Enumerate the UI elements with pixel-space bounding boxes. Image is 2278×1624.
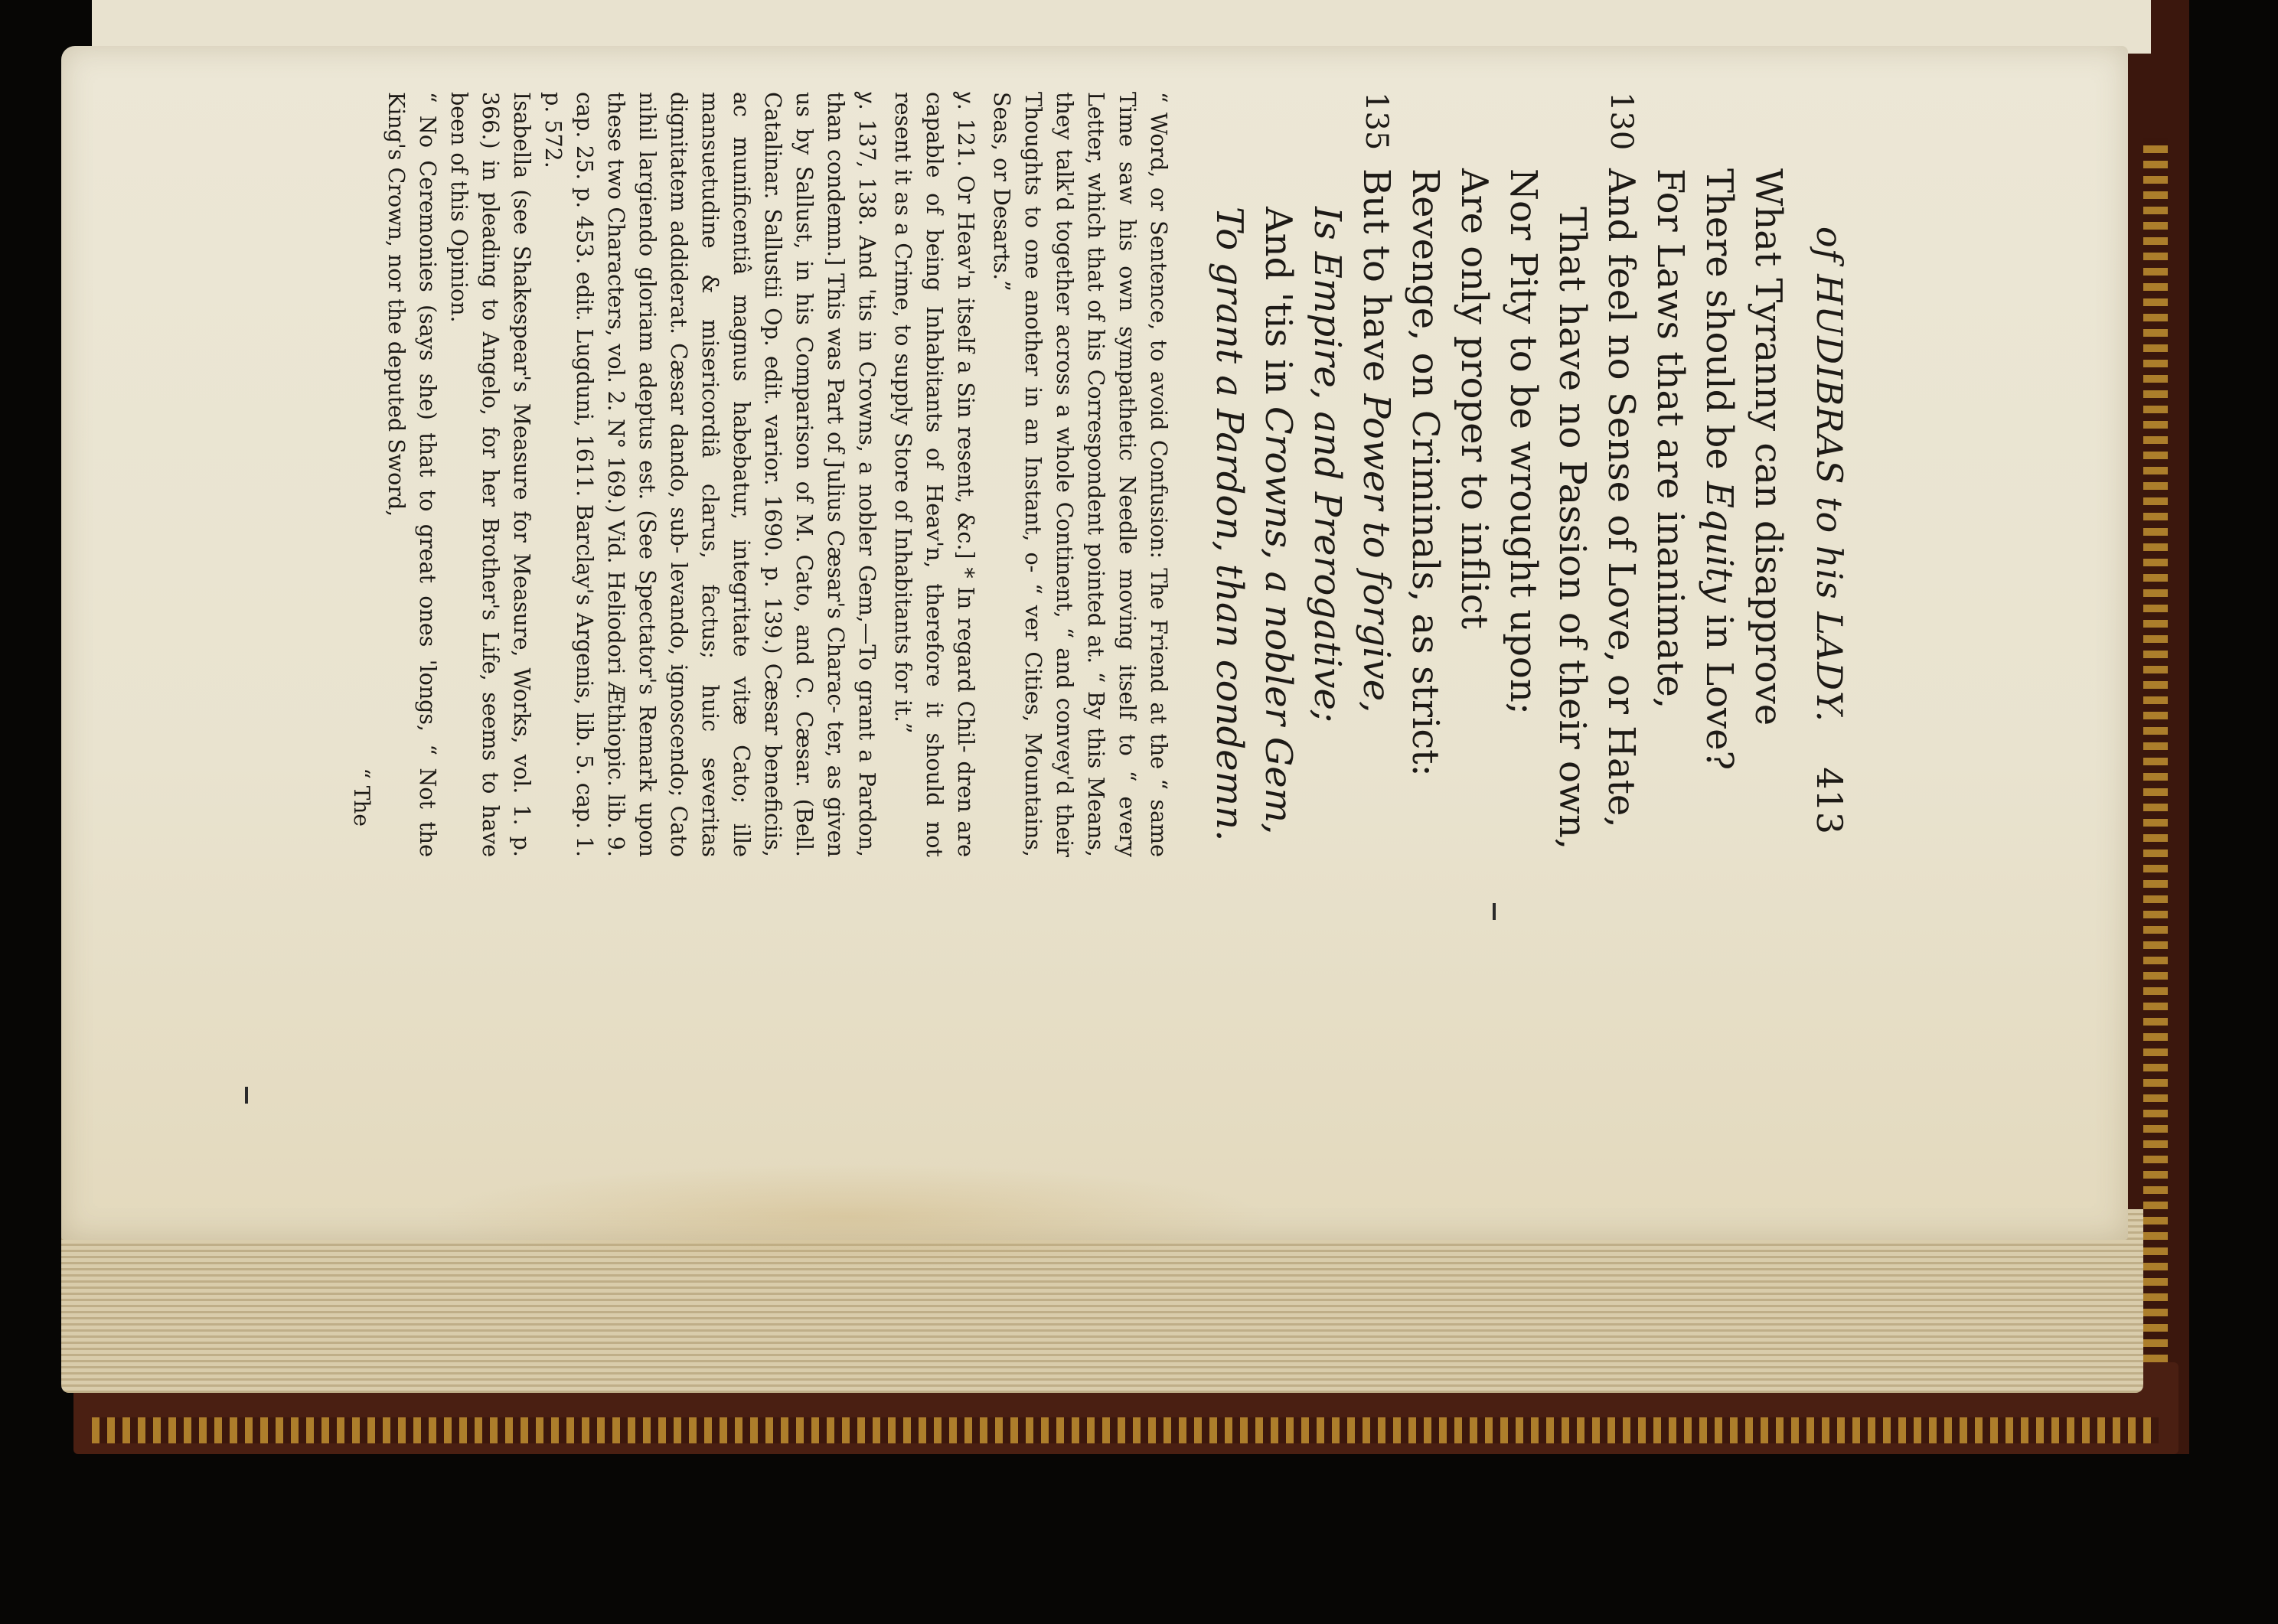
verse-text: For Laws that are inanimate, bbox=[1649, 168, 1692, 709]
ink-speck bbox=[1493, 903, 1496, 920]
footnote-paragraph: ỿ. 137, 138. And 'tis in Crowns, a nobler Gem,—To grant a Pardon, than condemn.] This was Part of Julius Cæsar's Charac- ter, as given us by Sallust, in his Comparison of M. Cato, and C. Cæsar. (Bell. Catalinar. Sallustii Op. edit. varior. 1690. p. 139.) Cæsar beneficiis, ac munificentiâ magnus habebatur, integritate vitæ Cato; ille mansuetudine & misericordiâ clarus, factus; huic severitas dignitatem addiderat. Cæsar dando, sub- levando, ignoscendo; Cato nihil largiendo gloriam adeptus est. (See Spectator's Remark upon these two Characters, vol. 2. N° 169.) Vid. Heliodori Æthiopic. lib. 9. cap. 25. p. 453. edit. Lugduni, 1611. Barclay's Argenis, lib. 5. cap. 1. p. 572. bbox=[540, 92, 880, 857]
footnote-paragraph: Isabella (see Shakespear's Measure for Measure, Works, vol. 1. p. 366.) in pleading to Angelo, for her Brother's Life, seems to have been of this Opinion. bbox=[446, 92, 534, 857]
running-header bbox=[1806, 92, 1852, 857]
page-stain bbox=[429, 1163, 1271, 1270]
verse-text: But to have bbox=[1355, 168, 1398, 394]
gilt-border-right bbox=[2143, 138, 2168, 1423]
verse-line bbox=[1548, 92, 1597, 857]
footnote-paragraph: “ No Ceremonies (says she) that to great ones 'longs, “ Not the King's Crown, nor the deputed Sword, bbox=[383, 92, 440, 857]
verse-text: And feel no Sense of Love, or Hate, bbox=[1600, 168, 1643, 828]
verse-text: in Love? bbox=[1698, 602, 1741, 771]
verse-line bbox=[1597, 92, 1646, 857]
verse-text: There should be bbox=[1698, 168, 1741, 482]
verse-line bbox=[1646, 92, 1695, 857]
verse-italic: Equity bbox=[1698, 481, 1741, 603]
verse-italic: To grant a Pardon, than condemn. bbox=[1208, 207, 1251, 842]
running-title: of HUDIBRAS to his LADY. bbox=[1809, 226, 1850, 723]
footnote-paragraph: ỿ. 121. Or Heav'n itself a Sin resent, &c.] * In regard Chil- dren are capable of being Inhabitants of Heav'n, therefore it should not resent it as a Crime, to supply Store of Inhabitants for it.” bbox=[890, 92, 978, 857]
verse-line bbox=[1450, 92, 1499, 857]
verse-line bbox=[1695, 92, 1744, 857]
verse-line bbox=[1744, 92, 1793, 857]
gilt-border-bottom bbox=[92, 1417, 2159, 1443]
verse-line bbox=[1499, 92, 1548, 857]
rotated-text-block bbox=[337, 92, 1852, 857]
footnote-paragraph: “ Word, or Sentence, to avoid Confusion: The Friend at the “ same Time saw his own sympathetic Needle moving itself to “ every Letter, which that of his Correspondent pointed at. “ By this Means, they talk'd together across a whole Continent, “ and convey'd their Thoughts to one another in an Instant, o- “ ver Cities, Mountains, Seas, or Desarts.” bbox=[989, 92, 1171, 857]
verse-line bbox=[1401, 92, 1450, 857]
verse-line bbox=[1352, 92, 1401, 857]
verse-text: And 'tis in bbox=[1257, 207, 1300, 406]
verse-line bbox=[1205, 92, 1254, 857]
verse-italic: Is Empire, and Prerogative; bbox=[1306, 207, 1349, 723]
verse-block bbox=[1205, 92, 1793, 857]
verse-text: Nor Pity to be wrought upon; bbox=[1502, 168, 1545, 715]
verse-text: What Tyranny can disapprove bbox=[1747, 168, 1790, 726]
line-number: 130 bbox=[1604, 92, 1639, 151]
ink-speck bbox=[245, 1087, 248, 1104]
footnotes bbox=[380, 92, 1174, 857]
verse-text: That have no Passion of their own, bbox=[1551, 207, 1594, 850]
verse-italic: Power to forgive, bbox=[1355, 393, 1398, 713]
line-number: 135 bbox=[1359, 92, 1394, 151]
verse-line bbox=[1303, 92, 1352, 857]
verse-text: Revenge, on Criminals, as strict: bbox=[1404, 168, 1447, 777]
page-number: 413 bbox=[1809, 767, 1850, 834]
verse-line bbox=[1254, 92, 1303, 857]
verse-italic: Crowns, a nobler Gem, bbox=[1257, 406, 1300, 835]
catchword: “ The bbox=[349, 768, 374, 827]
verse-text: Are only proper to inflict bbox=[1453, 168, 1496, 629]
